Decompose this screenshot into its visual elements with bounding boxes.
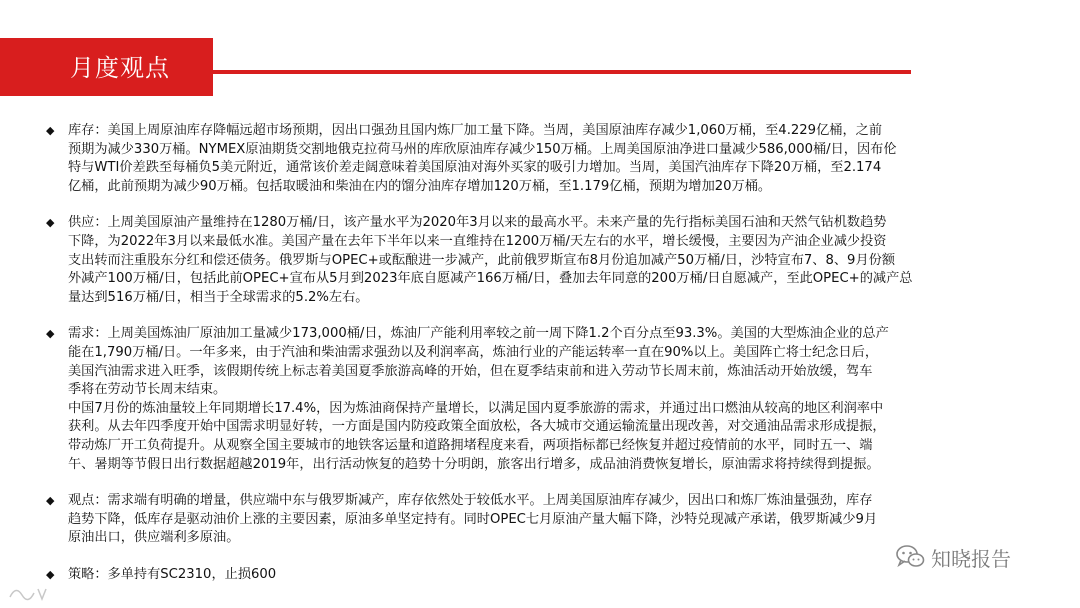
section-inventory	[45, 122, 1035, 196]
section-demand	[45, 325, 1035, 474]
paragraph-line: 美国汽油需求进入旺季，该假期传统上标志着美国夏季旅游高峰的开始，但在夏季结束前和进入劳动节长周末前，炼油活动开始放缓，驾车	[68, 363, 873, 379]
watermark-text: 知晓报告	[931, 546, 1011, 571]
corner-watermark-icon	[8, 583, 68, 603]
paragraph-line: 季将在劳动节长周末结束。	[68, 382, 227, 398]
paragraph-line: 趋势下降，低库存是驱动油价上涨的主要因素，原油多单坚定持有。同时OPEC七月原油产量大幅下降，沙特兑现减产承诺，俄罗斯减少9月	[68, 511, 878, 527]
paragraph-line: 支出转而注重股东分红和偿还债务。俄罗斯与OPEC+或酝酿进一步减产，此前俄罗斯宣布8月份追加减产50万桶/日，沙特宣布7、8、9月份额	[68, 252, 896, 268]
paragraph-line: 策略：多单持有SC2310，止损600	[68, 566, 277, 582]
diamond-bullet-icon: ◆	[46, 216, 55, 230]
paragraph-line: 午、暑期等节假日出行数据超越2019年，出行活动恢复的趋势十分明朗，旅客出行增多，成品油消费恢复增长，原油需求将持续得到提振。	[68, 456, 880, 472]
paragraph-line: 外减产100万桶/日，包括此前OPEC+宣布从5月到2023年底自愿减产166万桶/日，叠加去年同意的200万桶/日自愿减产，至此OPEC+的减产总	[68, 271, 913, 287]
diamond-bullet-icon: ◆	[46, 567, 55, 581]
paragraph-line: 预期为减少330万桶。NYMEX原油期货交割地俄克拉荷马州的库欣原油库存减少150万桶。上周美国原油净进口量减少586,000桶/日，因布伦	[68, 141, 897, 157]
section-supply	[45, 214, 1035, 307]
paragraph-line: 能在1,790万桶/日。一年多来，由于汽油和柴油需求强劲以及利润率高，炼油行业的产能运转率一直在90%以上。美国阵亡将士纪念日后，	[68, 344, 879, 360]
content-area	[45, 122, 1035, 584]
paragraph-line: 原油出口，供应端利多原油。	[68, 530, 240, 546]
paragraph-line: 量达到516万桶/日，相当于全球需求的5.2%左右。	[68, 289, 369, 305]
paragraph-line: 需求：上周美国炼油厂原油加工量减少173,000桶/日，炼油厂产能利用率较之前一周下降1.2个百分点至93.3%。美国的大型炼油企业的总产	[68, 326, 889, 342]
paragraph-line: 中国7月份的炼油量较上年同期增长17.4%，因为炼油商保持产量增长，以满足国内夏季旅游的需求，并通过出口燃油从较高的地区利润率中	[68, 400, 884, 416]
diamond-bullet-icon: ◆	[46, 494, 55, 508]
paragraph-line: 带动炼厂开工负荷提升。从观察全国主要城市的地铁客运量和道路拥堵程度来看，两项指标都已经恢复并超过疫情前的水平，同时五一、端	[68, 437, 873, 453]
diamond-bullet-icon: ◆	[46, 124, 55, 137]
title-underline	[213, 70, 911, 74]
section-view	[45, 492, 1035, 548]
paragraph-line: 获利。从去年四季度开始中国需求明显好转，一方面是国内防疫政策全面放松，各大城市交通运输流量出现改善，对交通油品需求形成提振，	[68, 419, 886, 435]
paragraph-line: 观点：需求端有明确的增量，供应端中东与俄罗斯减产，库存依然处于较低水平。上周美国原油库存减少，因出口和炼厂炼油量强劲，库存	[68, 493, 873, 509]
wechat-icon	[895, 544, 925, 570]
paragraph-line: 库存：美国上周原油库存降幅远超市场预期，因出口强劲且国内炼厂加工量下降。当周，美国原油库存减少1,060万桶，至4.229亿桶，之前	[68, 123, 883, 138]
paragraph-line: 下降，为2022年3月以来最低水准。美国产量在去年下半年以来一直维持在1200万桶/天左右的水平，增长缓慢，主要因为产油企业减少投资	[68, 233, 887, 249]
section-strategy	[45, 566, 1035, 585]
page-title: 月度观点	[70, 54, 170, 82]
watermark	[895, 542, 1011, 572]
paragraph-line: 特与WTI价差跌至每桶负5美元附近，通常该价差走阔意味着美国原油对海外买家的吸引力增加。当周，美国汽油库存下降20万桶，至2.174	[68, 160, 882, 176]
paragraph-line: 供应：上周美国原油产量维持在1280万桶/日，该产量水平为2020年3月以来的最高水平。未来产量的先行指标美国石油和天然气钻机数趋势	[68, 215, 887, 231]
diamond-bullet-icon: ◆	[46, 327, 55, 341]
paragraph-line: 亿桶，此前预期为减少90万桶。包括取暖油和柴油在内的馏分油库存增加120万桶，至1.179亿桶，预期为增加20万桶。	[68, 178, 772, 194]
